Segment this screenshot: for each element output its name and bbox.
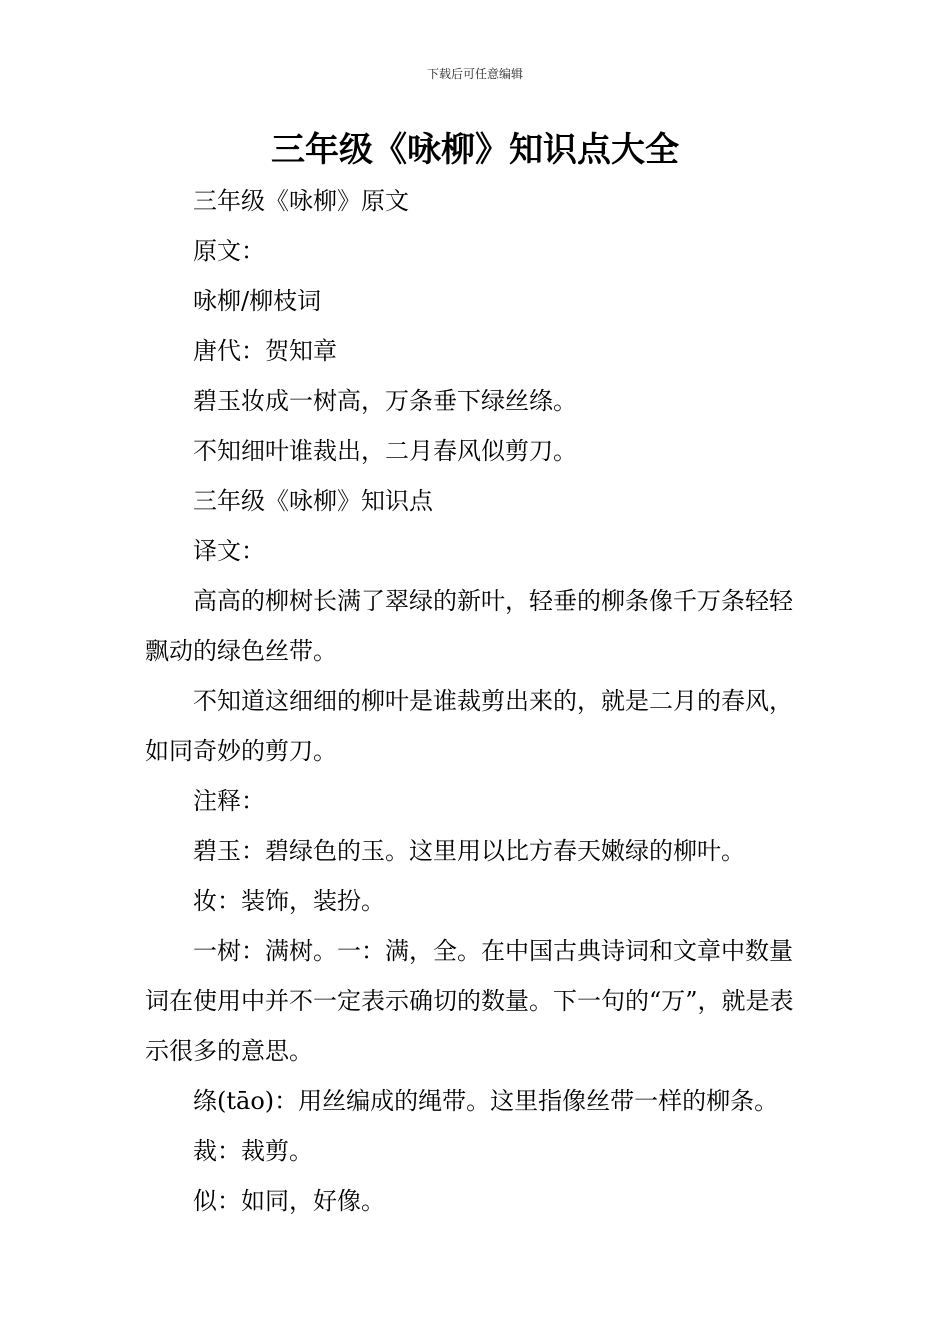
section-heading-original: 三年级《咏柳》原文	[193, 187, 409, 215]
document-body	[145, 176, 807, 1226]
note-zhuang: 妆：装饰，装扮。	[193, 887, 385, 915]
note-cai: 裁：裁剪。	[193, 1137, 313, 1165]
document-title: 三年级《咏柳》知识点大全	[271, 130, 679, 170]
section-heading-knowledge: 三年级《咏柳》知识点	[193, 487, 433, 515]
poem-author: 唐代：贺知章	[193, 337, 337, 365]
poem-title: 咏柳/柳枝词	[193, 287, 322, 315]
note-biyu: 碧玉：碧绿色的玉。这里用以比方春天嫩绿的柳叶。	[193, 837, 745, 865]
translation-paragraph-2: 不知道这细细的柳叶是谁裁剪出来的，就是二月的春风，如同奇妙的剪刀。	[145, 687, 793, 765]
label-translation: 译文：	[193, 537, 265, 565]
poem-line-2: 不知细叶谁裁出，二月春风似剪刀。	[193, 437, 577, 465]
note-yishu: 一树：满树。一：满，全。在中国古典诗词和文章中数量词在使用中并不一定表示确切的数量。下一句的“万”，就是表示很多的意思。	[145, 937, 794, 1065]
poem-line-1: 碧玉妆成一树高，万条垂下绿丝绦。	[193, 387, 577, 415]
note-tao: 绦(tāo)：用丝编成的绳带。这里指像丝带一样的柳条。	[193, 1087, 779, 1115]
label-original-text: 原文：	[193, 237, 265, 265]
header-note: 下载后可任意编辑	[426, 67, 523, 81]
translation-paragraph-1: 高高的柳树长满了翠绿的新叶，轻垂的柳条像千万条轻轻飘动的绿色丝带。	[145, 587, 793, 665]
label-notes: 注释：	[193, 787, 265, 815]
note-si: 似：如同，好像。	[193, 1187, 385, 1215]
